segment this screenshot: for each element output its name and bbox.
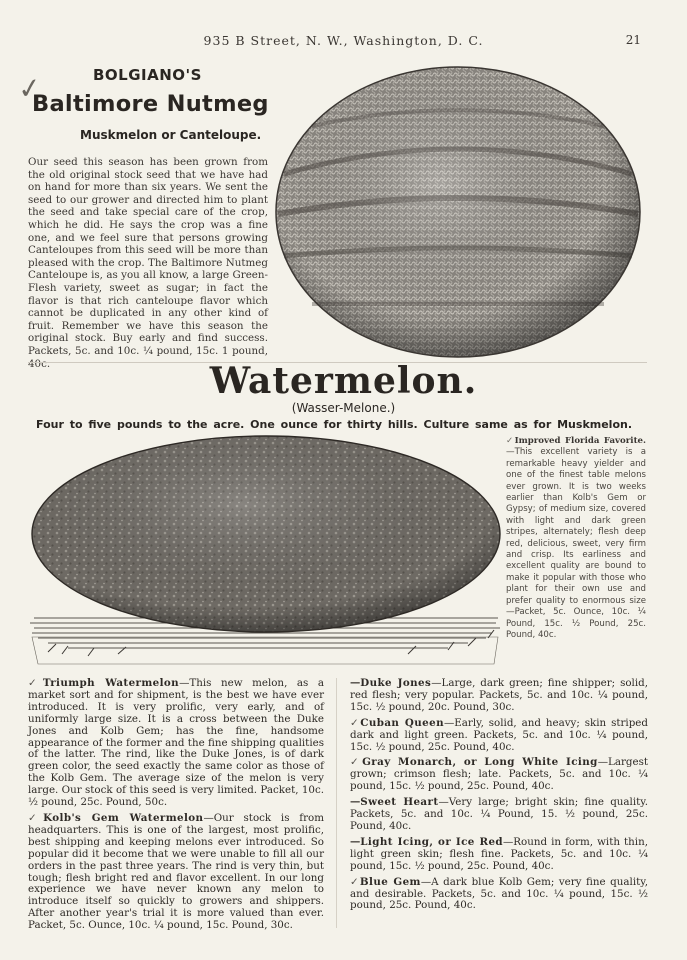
handwritten-check-icon: ✓	[350, 756, 363, 769]
variety-text: —Large, dark green; fine shipper; solid, red flesh; very popular. Packets, 5c. and 10c. ¼ pound, 15c. ½ pound, 20c. Pound, 30c.	[350, 677, 648, 713]
right-column	[350, 678, 648, 916]
watermelon-illustration	[28, 432, 504, 670]
florida-favorite-name: Improved Florida Favorite.	[514, 436, 647, 446]
variety-text: —This new melon, as a market sort and for shipment, is the best we have ever introduced. It is very prolific, very early, and of uniformly large size. It is a cross between the Duke Jones and Kolb Gem; has the fine, handsome appearance of the former and the fine shipping qualities of the latter. The rind, like the Duke Jones, is of dark green color, the seed exactly the same color as those of the Kolb Gem. The average size of the melon is very large. Our stock of this seed is very limited. Packet, 10c. ½ pound, 25c. Pound, 50c.	[28, 677, 324, 809]
list-item	[350, 797, 648, 833]
variety-name: Triumph Watermelon	[42, 677, 180, 689]
column-divider	[336, 678, 337, 928]
handwritten-check-icon: ✓	[28, 811, 44, 824]
list-item	[350, 757, 648, 793]
handwritten-dash-icon: —	[350, 835, 361, 848]
handwritten-check-icon: ✓	[28, 677, 43, 689]
cantaloupe-illustration	[272, 64, 644, 360]
variety-name: Sweet Heart	[360, 796, 439, 809]
page-number: 21	[625, 33, 641, 47]
list-item	[350, 718, 648, 754]
cantaloupe-subtitle: Muskmelon or Canteloupe.	[80, 128, 262, 142]
variety-text: —Largest grown; crimson flesh; late. Packets, 5c. and 10c. ¼ pound, 15c. ½ pound, 25c. Pound, 40c.	[350, 756, 648, 793]
handwritten-check-icon: ✓	[506, 436, 515, 446]
variety-name: Gray Monarch, or Long White Icing	[362, 756, 598, 769]
cantaloupe-title: Baltimore Nutmeg	[32, 91, 269, 117]
variety-name: Kolb's Gem Watermelon	[43, 811, 204, 824]
variety-text: —Very large; bright skin; fine quality. Packets, 5c. and 10c. ¼ Pound, 15. ½ pound, 25c. Pound, 40c.	[350, 796, 648, 832]
running-head-address: 935 B Street, N. W., Washington, D. C.	[203, 33, 484, 48]
handwritten-dash-icon: —	[350, 796, 361, 809]
handwritten-dash-icon: —	[350, 677, 361, 689]
variety-name: Light Icing, or Ice Red	[360, 835, 503, 848]
watermelon-title: Watermelon.	[209, 360, 478, 402]
variety-name: Duke Jones	[360, 677, 432, 689]
left-column	[28, 678, 324, 936]
handwritten-check-icon: ✓	[15, 70, 44, 107]
watermelon-alt-name: (Wasser-Melone.)	[291, 401, 396, 415]
cantaloupe-description: Our seed this season has been grown from the old original stock seed that we have had on hand for more than six years. We sent the seed to our grower and directed him to plant the seed and take special care of the crop, which he did. He says the crop was a fine one, and we feel sure that persons growing Canteloupes from this seed will be more than pleased with the crop. The Baltimore Nutmeg Canteloupe is, as you all know, a large Green-Flesh variety, sweet as sugar; in fact the flavor is that rich canteloupe flavor which cannot be duplicated in any other kind of fruit. Remember we have this season the original stock. Buy early and find success. Packets, 5c. and 10c. ¼ pound, 15c. 1 pound, 40c.	[28, 156, 268, 370]
variety-text: —A dark blue Kolb Gem; very fine quality, and desirable. Packets, 5c. and 10c. ¼ pound, 15c. ½ pound, 25c. Pound, 40c.	[350, 875, 648, 912]
list-item	[350, 837, 648, 873]
culture-note: Four to five pounds to the acre. One ounce for thirty hills. Culture same as for Muskmelon.	[36, 418, 633, 431]
list-item	[350, 877, 648, 913]
variety-name: Blue Gem	[359, 875, 421, 888]
handwritten-check-icon: ✓	[350, 875, 360, 888]
brand-name: BOLGIANO'S	[93, 66, 202, 84]
variety-text: —Early, solid, and heavy; skin striped dark and light green. Packets, 5c. and 10c. ¼ pound, 15c. ½ pound, 25c. Pound, 40c.	[350, 716, 648, 753]
variety-text: —Our stock is from headquarters. This is one of the largest, most prolific, best shipping and keeping melons ever introduced. So popular did it become that we were unable to fill all our orders in the past three years. The rind is very thin, but tough; flesh bright red and flavor excellent. In our long experience we have never known any melon to introduce itself so quickly to growers and shippers. After another year's trial it is more valued than ever. Packet, 5c. Ounce, 10c. ¼ pound, 15c. Pound, 30c.	[28, 811, 324, 932]
handwritten-check-icon: ✓	[350, 716, 361, 729]
list-item	[350, 678, 648, 714]
list-item	[28, 678, 324, 809]
florida-favorite-description	[506, 436, 646, 641]
florida-favorite-text: —This excellent variety is a remarkable heavy yielder and one of the finest table melons ever grown. It is two weeks earlier than Kolb's Gem or Gypsy; of medium size, covered with light and dark green stripes, alternately; flesh deep red, delicious, sweet, very firm and crisp. Its earliness and excellent quality are bound to make it popular with those who plant for their own use and prefer quality to enormous size—Packet, 5c. Ounce, 10c. ¼ Pound, 15c. ½ Pound, 25c. Pound, 40c.	[506, 447, 646, 640]
list-item	[28, 813, 324, 932]
variety-name: Cuban Queen	[360, 716, 444, 729]
variety-text: —Round in form, with thin, light green skin; flesh fine. Packets, 5c. and 10c. ¼ pound, 15c. ½ pound, 25c. Pound, 40c.	[350, 835, 648, 872]
